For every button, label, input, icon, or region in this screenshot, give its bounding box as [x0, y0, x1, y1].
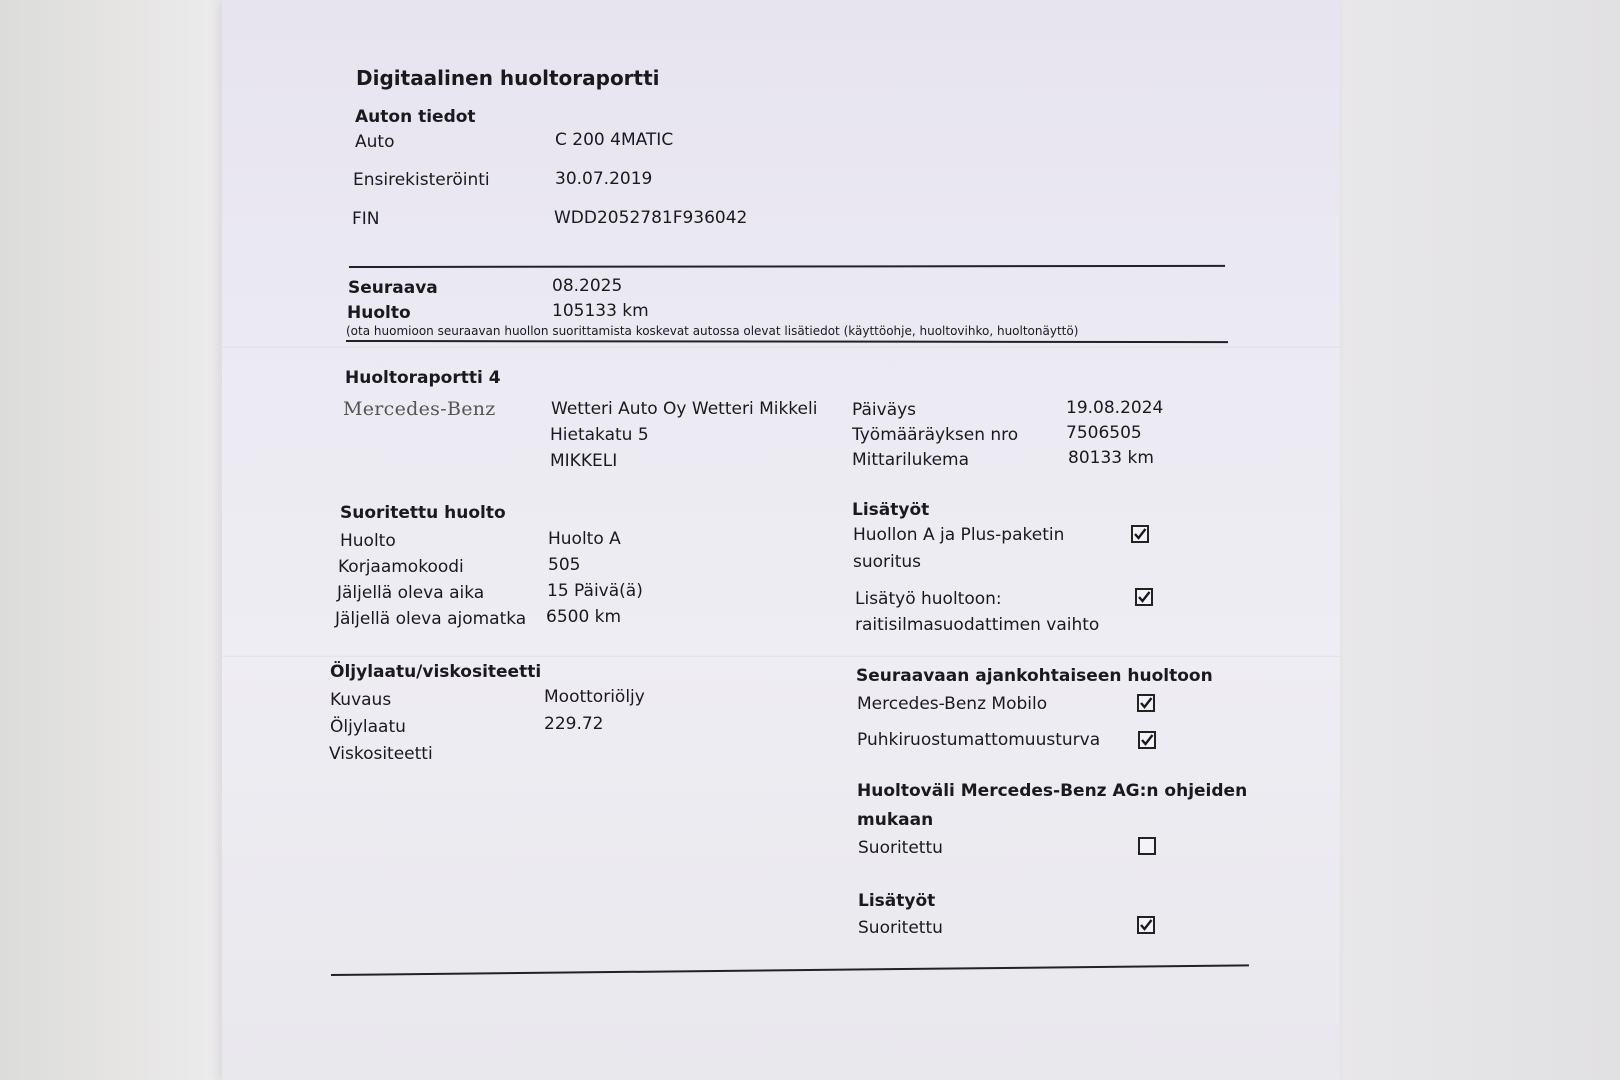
date-value: 19.08.2024 [1066, 398, 1164, 418]
first-registration-value: 30.07.2019 [555, 169, 653, 189]
extra-work-item-line1: Lisätyö huoltoon: [855, 589, 1002, 609]
interval-label: Suoritettu [858, 838, 943, 858]
odometer-value: 80133 km [1068, 448, 1154, 468]
interval-heading-1: Huoltoväli Mercedes-Benz AG:n ohjeiden [857, 781, 1248, 801]
extra-done-label: Suoritettu [858, 918, 943, 938]
extra-work-heading: Lisätyöt [852, 500, 930, 520]
checkmark-icon [1133, 527, 1147, 541]
fin-value: WDD2052781F936042 [554, 208, 748, 228]
car-info-heading: Auton tiedot [355, 107, 476, 127]
oil-row-label: Öljylaatu [330, 717, 406, 737]
performed-row-value: Huolto A [548, 529, 621, 549]
next-service-km: 105133 km [552, 301, 649, 321]
performed-row-value: 15 Päivä(ä) [547, 581, 643, 601]
interval-heading-2: mukaan [857, 810, 934, 830]
checkmark-icon [1139, 696, 1153, 710]
checkbox-checked [1131, 525, 1149, 543]
odometer-label: Mittarilukema [852, 450, 970, 470]
checkbox-checked [1137, 916, 1155, 934]
extra-work-item-line1: Huollon A ja Plus-paketin [853, 525, 1065, 545]
dealer-street: Hietakatu 5 [550, 425, 649, 445]
performed-row-label: Jäljellä oleva ajomatka [335, 609, 527, 629]
performed-row-label: Korjaamokoodi [338, 557, 464, 577]
dealer-city: MIKKELI [550, 451, 618, 471]
performed-heading: Suoritettu huolto [340, 503, 506, 523]
paper-fold [222, 346, 1340, 349]
checkmark-icon [1137, 590, 1151, 604]
date-label: Päiväys [852, 400, 917, 420]
next-service-date: 08.2025 [552, 276, 623, 296]
extra-done-heading: Lisätyöt [858, 891, 936, 911]
checkmark-icon [1140, 733, 1154, 747]
oil-row-label: Kuvaus [330, 690, 392, 710]
paper-fold [222, 655, 1340, 658]
report-heading: Huoltoraportti 4 [345, 368, 501, 388]
extra-work-item-line2: raitisilmasuodattimen vaihto [855, 615, 1100, 635]
oil-row-value: Moottoriöljy [544, 687, 645, 707]
performed-row-value: 6500 km [546, 607, 622, 627]
dealer-name: Wetteri Auto Oy Wetteri Mikkeli [551, 399, 818, 419]
next-service-note: (ota huomioon seuraavan huollon suorittamista koskevat autossa olevat lisätiedot (käyttöohje, huoltovihko, huoltonäyttö) [346, 324, 1079, 338]
checkbox-checked [1135, 588, 1153, 606]
performed-row-label: Jäljellä oleva aika [337, 583, 485, 603]
oil-heading: Öljylaatu/viskositeetti [330, 662, 542, 682]
performed-row-label: Huolto [340, 531, 396, 551]
performed-row-value: 505 [548, 555, 581, 575]
checkmark-icon [1139, 918, 1153, 932]
first-registration-label: Ensirekisteröinti [353, 170, 490, 190]
fin-label: FIN [352, 209, 380, 229]
oil-row-label: Viskositeetti [329, 744, 433, 764]
car-value: C 200 4MATIC [555, 130, 674, 150]
work-order-value: 7506505 [1066, 423, 1142, 443]
extra-work-item-line2: suoritus [853, 552, 922, 572]
brand-logo: Mercedes-Benz [343, 398, 496, 420]
next-timely-item: Mercedes-Benz Mobilo [857, 694, 1048, 714]
next-service-label-1: Seuraava [348, 278, 438, 298]
oil-row-value: 229.72 [544, 714, 604, 734]
next-timely-heading: Seuraavaan ajankohtaiseen huoltoon [856, 666, 1213, 686]
next-timely-item: Puhkiruostumattomuusturva [857, 730, 1101, 750]
next-service-label-2: Huolto [347, 303, 411, 323]
checkbox-unchecked [1138, 837, 1156, 855]
checkbox-checked [1138, 731, 1156, 749]
work-order-label: Työmääräyksen nro [852, 425, 1019, 445]
car-label: Auto [355, 132, 395, 152]
checkbox-checked [1137, 694, 1155, 712]
document-title: Digitaalinen huoltoraportti [356, 66, 660, 90]
